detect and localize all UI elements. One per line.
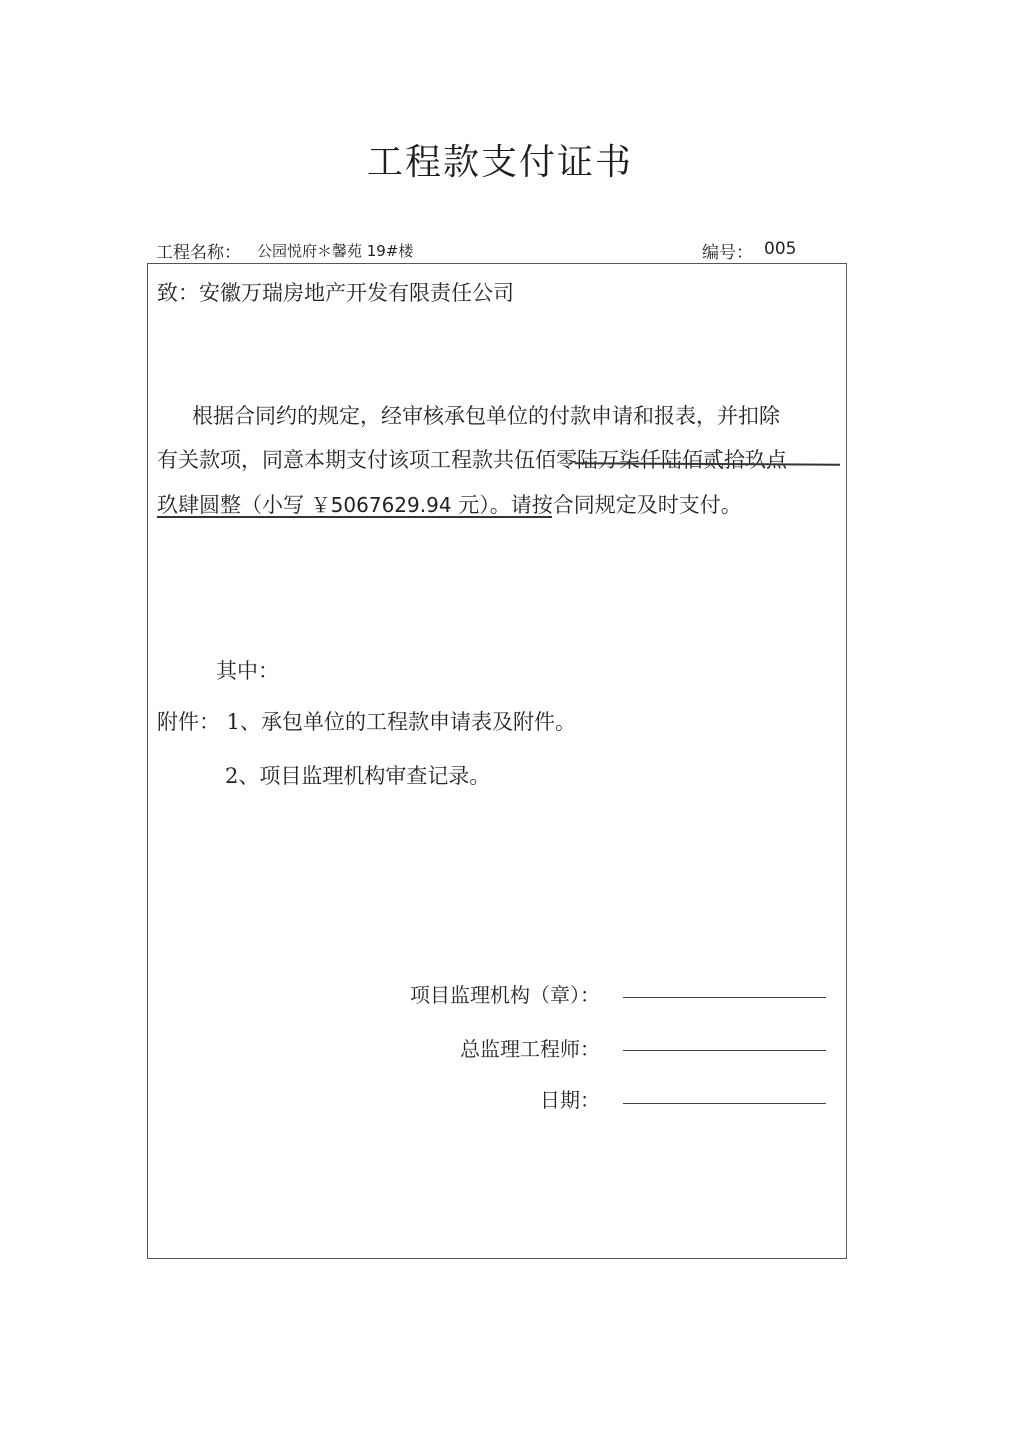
- date-label: 日期：: [540, 1088, 600, 1112]
- supervision-agency-signature-line[interactable]: [623, 997, 826, 998]
- body-line-1: 根据合同约的规定，经审核承包单位的付款申请和报表，并扣除: [192, 404, 780, 428]
- supervision-agency-label: 项目监理机构（章）：: [410, 983, 600, 1007]
- amount-figure: ￥5067629.94: [310, 493, 452, 517]
- attachment-item-2: 2、项目监理机构审查记录。: [225, 764, 491, 788]
- date-line[interactable]: [623, 1103, 826, 1104]
- among-label: 其中：: [216, 659, 279, 683]
- amount-words-end: 玖肆圆整（小写: [157, 493, 311, 517]
- document-title: 工程款支付证书: [366, 142, 633, 183]
- number-value: 005: [764, 239, 797, 259]
- chief-engineer-signature-line[interactable]: [623, 1050, 826, 1051]
- body-line-2: 有关款项，同意本期支付该项工程款共伍佰零陆万柒仟陆佰贰拾玖点: [157, 448, 787, 472]
- project-name-label: 工程名称：: [156, 243, 241, 263]
- project-name-value: 公园悦府＊馨苑 19#楼: [257, 242, 414, 260]
- attachment-item-1: 附件： 1、承包单位的工程款申请表及附件。: [157, 710, 577, 734]
- amount-underline-2: [157, 516, 552, 518]
- payment-request: 元）。请按合同规定及时支付。: [451, 493, 742, 517]
- recipient-line: 致：安徽万瑞房地产开发有限责任公司: [157, 281, 514, 305]
- number-label: 编号：: [702, 243, 753, 263]
- body-line-3: [157, 489, 742, 519]
- chief-engineer-label: 总监理工程师：: [460, 1037, 600, 1061]
